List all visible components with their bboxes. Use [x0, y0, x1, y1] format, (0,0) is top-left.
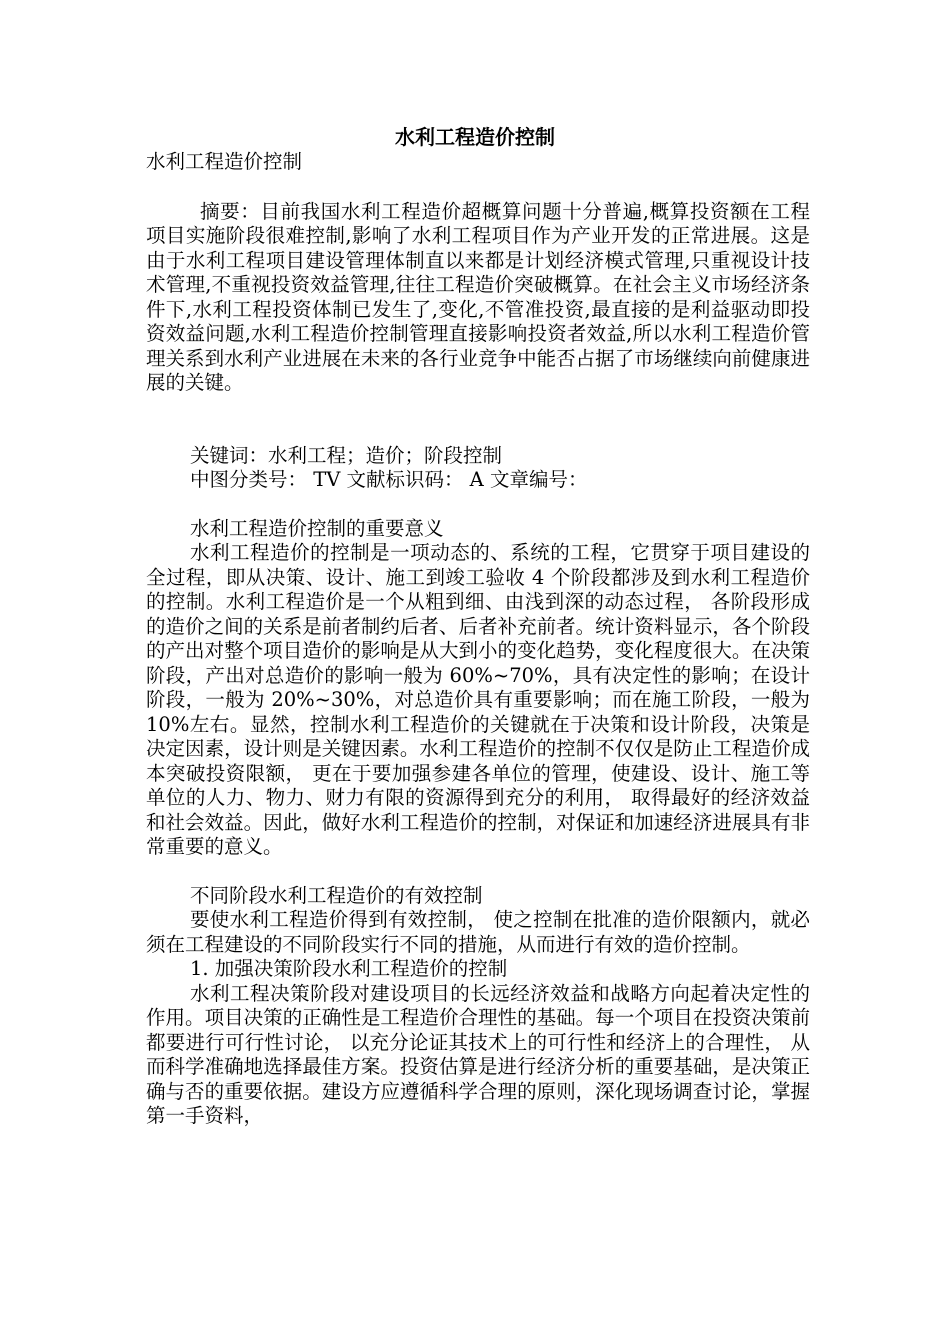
document-subtitle: 水利工程造价控制 — [146, 150, 303, 173]
subsection-paragraph-decision-stage: 水利工程决策阶段对建设项目的长远经济效益和战略方向起着决定性的作用。项目决策的正确性是工程造价合理性的基础。每一个项目在投资决策前都要进行可行性讨论， 以充分论证其技术上的可行性和经济上的合理性， 从而科学准确地选择最佳方案。投资估算是进行经济分析的重要基础，是决策正确与否的重要依据。建设方应遵循科学合理的原则，深化现场调查讨论，掌握第一手资料， — [146, 981, 810, 1127]
section-heading-importance: 水利工程造价控制的重要意义 — [190, 516, 444, 540]
keywords-line: 关键词：水利工程；造价；阶段控制 — [190, 443, 503, 467]
abstract-paragraph: 摘要：目前我国水利工程造价超概算问题十分普遍,概算投资额在工程项目实施阶段很难控制,影响了水利工程项目作为产业开发的正常进展。这是由于水利工程项目建设管理体制直以来都是计划经济模式管理,只重视设计技术管理,不重视投资效益管理,往往工程造价突破概算。在社会主义市场经济条件下,水利工程投资体制已发生了,变化,不管准投资,最直接的是利益驱动即投资效益问题,水利工程造价控制管理直接影响投资者效益,所以水利工程造价管理关系到水利产业进展在未来的各行业竞争中能否占据了市场继续向前健康进展的关键。 — [146, 199, 810, 394]
section-heading-stage-control: 不同阶段水利工程造价的有效控制 — [190, 883, 483, 907]
document-body — [146, 150, 810, 1129]
subsection-heading-decision-stage: 1. 加强决策阶段水利工程造价的控制 — [190, 957, 508, 980]
document-title: 水利工程造价控制 — [395, 125, 555, 149]
section-paragraph-stage-control: 要使水利工程造价得到有效控制， 使之控制在批准的造价限额内，就必须在工程建设的不同阶段实行不同的措施，从而进行有效的造价控制。 — [146, 908, 810, 956]
section-paragraph-importance: 水利工程造价的控制是一项动态的、系统的工程，它贯穿于项目建设的全过程，即从决策、设计、施工到竣工验收 4 个阶段都涉及到水利工程造价的控制。水利工程造价是一个从粗到细、由浅到深的动态过程， 各阶段形成的造价之间的关系是前者制约后者、后者补充前者。统计资料显示，各个阶段的产出对整个项目造价的影响是从大到小的变化趋势，变化程度很大。在决策阶段，产出对总造价的影响一般为 60%~70%，具有决定性的影响；在设计阶段，一般为 20%~30%，对总造价具有重要影响；而在施工阶段，一般为 10%左右。显然，控制水利工程造价的关键就在于决策和设计阶段，决策是决定因素，设计则是关键因素。水利工程造价的控制不仅仅是防止工程造价成本突破投资限额， 更在于要加强参建各单位的管理，使建设、设计、施工等单位的人力、物力、财力有限的资源得到充分的利用， 取得最好的经济效益和社会效益。因此，做好水利工程造价的控制，对保证和加速经济进展具有非常重要的意义。 — [146, 541, 810, 858]
classification-line: 中图分类号： TV 文献标识码： A 文章编号： — [190, 468, 588, 491]
